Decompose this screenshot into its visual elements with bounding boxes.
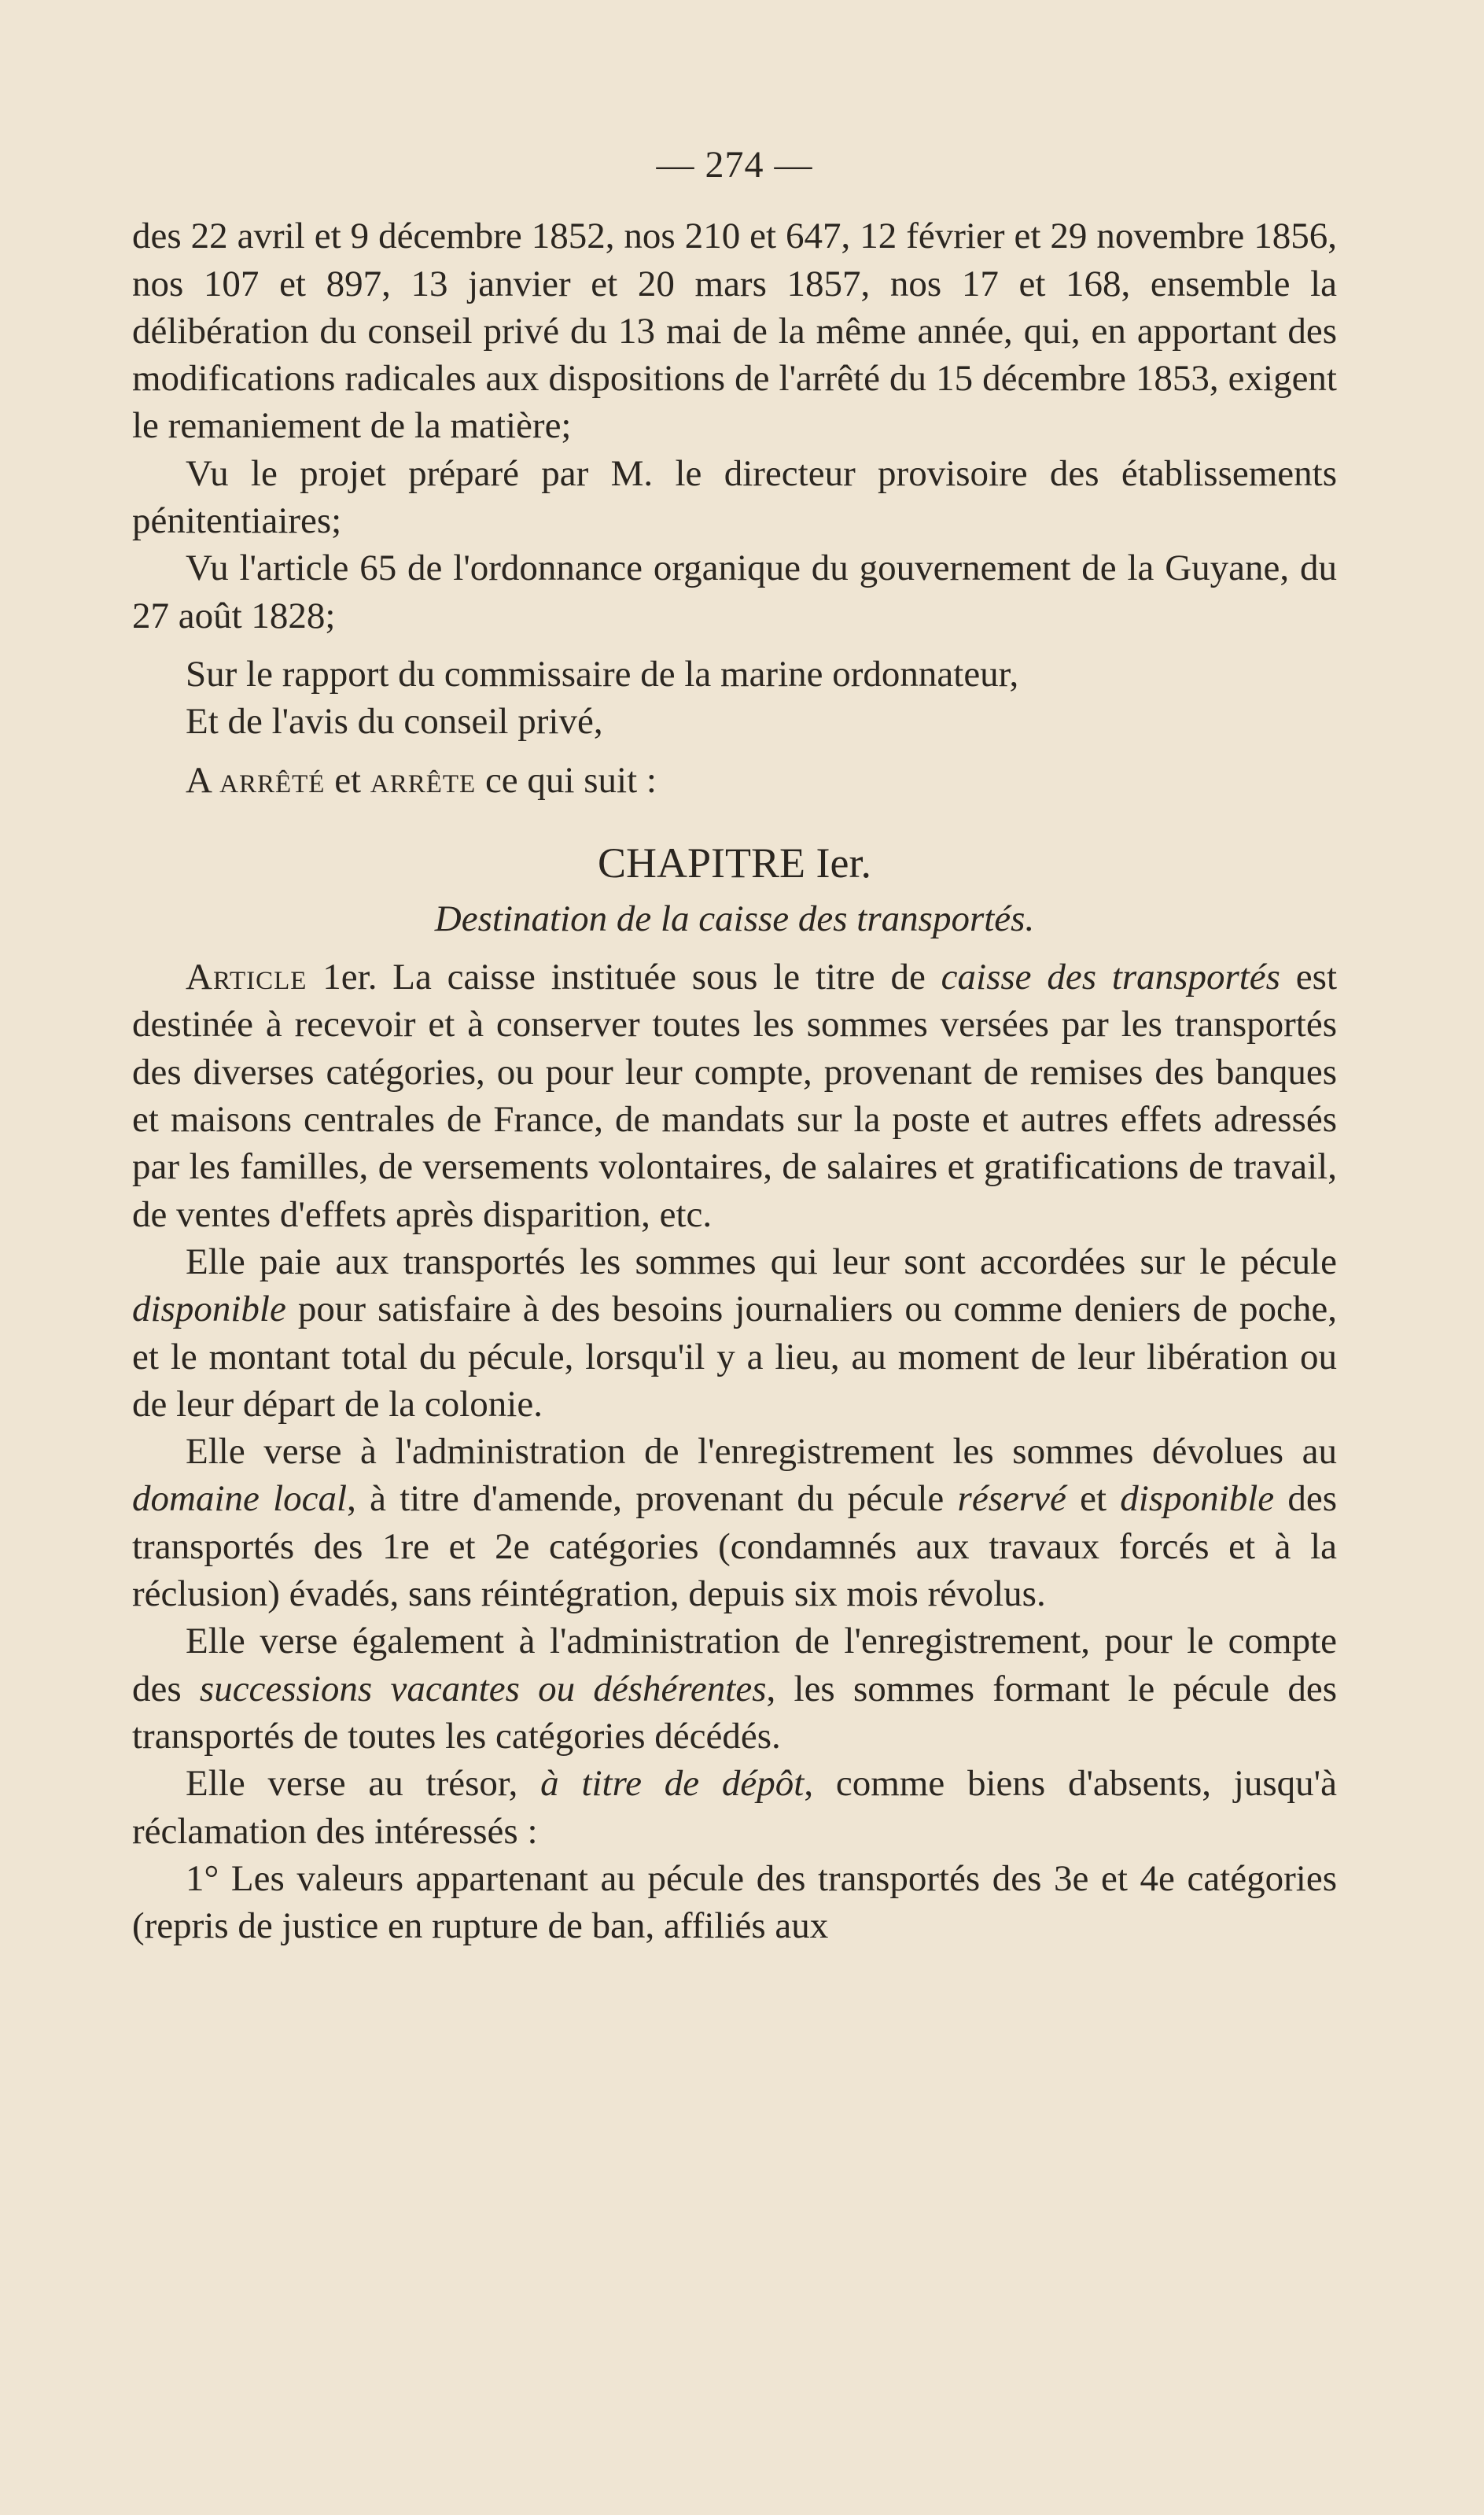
verse-text-2: , à titre d'amende, provenant du pécule	[347, 1478, 958, 1520]
verse-text-3: et	[1066, 1478, 1121, 1520]
paragraph-item-1: 1° Les valeurs appartenant au pécule des transportés des 3e et 4e catégories (repris de justice en rupture de ban, affiliés aux	[132, 1857, 1337, 1947]
chapter-subtitle: Destination de la caisse des transportés.	[434, 898, 1035, 939]
article-number: 1er.	[322, 957, 377, 998]
paragraph-verse-successions	[132, 1617, 1337, 1760]
paie-italic-disponible: disponible	[132, 1289, 286, 1330]
paragraph-verse-tresor	[132, 1760, 1337, 1855]
successions-italic: successions vacantes ou déshérentes	[199, 1668, 767, 1709]
chapter-title: CHAPITRE Ier.	[598, 839, 871, 887]
paragraph-vu-article: Vu l'article 65 de l'ordonnance organique du gouvernement de la Guyane, du 27 août 1828;	[132, 548, 1337, 636]
article-label: Article	[186, 957, 307, 998]
paragraph-vu-projet: Vu le projet préparé par M. le directeur provisoire des établissements pénitentiaires;	[132, 452, 1337, 542]
page-number: — 274 —	[656, 144, 813, 186]
paragraph-sur-rapport: Sur le rapport du commissaire de la marine ordonnateur,	[186, 653, 1019, 695]
verse-italic-reserve: réservé	[957, 1478, 1066, 1520]
tresor-text-2: , comme biens d'absents, jusqu'à réclamation des intéressés :	[132, 1763, 1337, 1852]
verse-text-4: des transportés des 1re et 2e catégories (condamnés aux travaux forcés et à la réclusion) évadés, sans réintégration, depuis six mois révolus.	[132, 1478, 1338, 1615]
arrete-word-1: arrêté	[219, 759, 326, 801]
article-1-paragraph	[132, 953, 1337, 1238]
paragraph-continuation: des 22 avril et 9 décembre 1852, nos 210 et 647, 12 février et 29 novembre 1856, nos 107 et 897, 13 janvier et 20 mars 1857, nos 17 et 168, ensemble la délibération du conseil privé du 13 mai de la même année, qui, en apportant des modifications radicales aux dispositions de l'arrêté du 15 décembre 1853, exigent le remaniement de la matière;	[132, 216, 1337, 447]
article-italic-caisse: caisse des transportés	[941, 957, 1280, 998]
arrete-suffix: ce qui suit :	[476, 759, 657, 801]
successions-text-1: Elle verse également à l'administration de l'enregistrement, pour le compte des	[132, 1621, 1337, 1709]
successions-text-2: , les sommes formant le pécule des transportés de toutes les catégories décédés.	[132, 1668, 1337, 1757]
paragraph-verse-enregistrement	[132, 1428, 1337, 1617]
arrete-word-2: arrête	[370, 759, 477, 801]
tresor-italic-depot: à titre de dépôt	[540, 1763, 805, 1805]
verse-italic-domaine: domaine local	[132, 1478, 348, 1520]
tresor-text-1: Elle verse au trésor,	[186, 1763, 541, 1805]
paragraph-paie	[132, 1238, 1337, 1428]
arrete-connector: et	[325, 759, 370, 801]
arrete-prefix: A	[186, 759, 220, 801]
paragraph-arrete	[132, 757, 1337, 804]
document-page	[132, 142, 1337, 1949]
article-text-1: La caisse instituée sous le titre de	[377, 957, 941, 998]
paragraph-avis: Et de l'avis du conseil privé,	[186, 701, 603, 743]
verse-italic-disponible: disponible	[1120, 1478, 1275, 1520]
article-text-2: est destinée à recevoir et à conserver toutes les sommes versées par les transportés des diverses catégories, ou pour leur compte, provenant de remises des banques et maisons centrales de France, de mandats sur la poste et autres effets adressés par les familles, de versements volontaires, de salaires et gratifications de travail, de ventes d'effets après disparition, etc.	[132, 957, 1338, 1235]
paie-text-2: pour satisfaire à des besoins journaliers ou comme deniers de poche, et le montant total du pécule, lorsqu'il y a lieu, au moment de leur libération ou de leur départ de la colonie.	[132, 1289, 1337, 1425]
paie-text-1: Elle paie aux transportés les sommes qui leur sont accordées sur le pécule	[186, 1241, 1337, 1282]
verse-text-1: Elle verse à l'administration de l'enregistrement les sommes dévolues au	[186, 1431, 1337, 1473]
